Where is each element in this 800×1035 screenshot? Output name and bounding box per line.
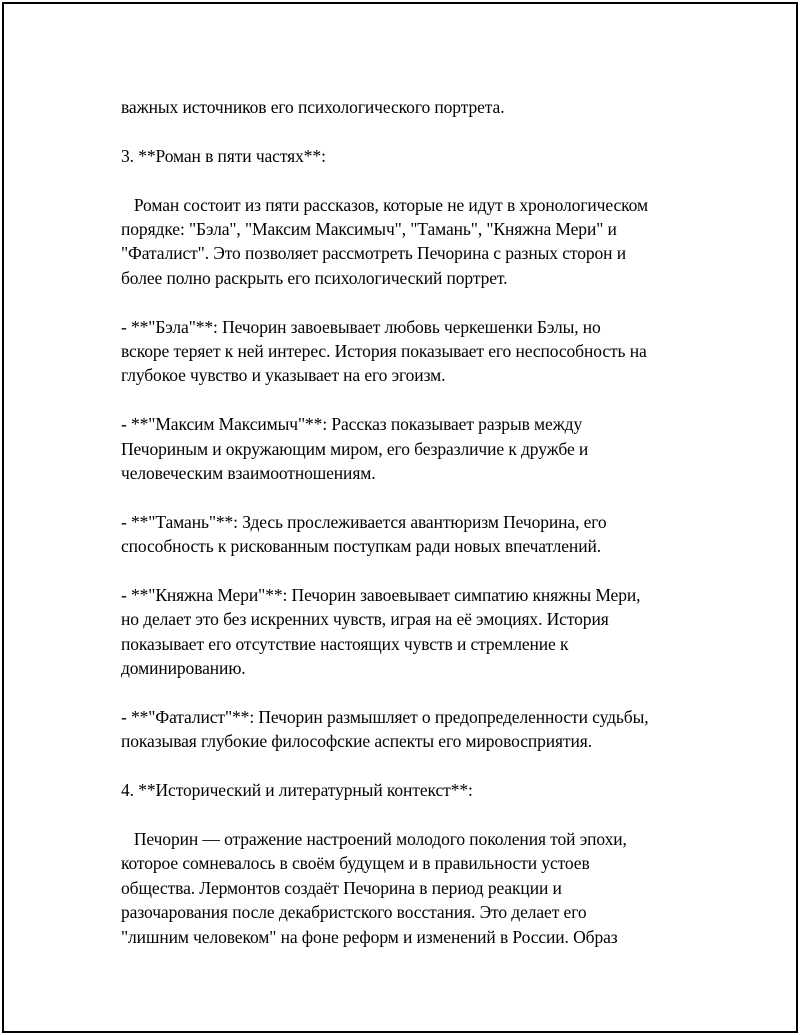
document-body <box>121 95 701 949</box>
paragraph-historical-context: Печорин — отражение настроений молодого поколения той эпохи, которое сомневалось в своём будущем и в правильности устоев общества. Лермонтов создаёт Печорина в период реакции и разочарования после декабристского восстания. Это делает его "лишним человеком" на фоне реформ и изменений в России. Образ <box>121 829 627 947</box>
paragraph-novel-structure: Роман состоит из пяти рассказов, которые не идут в хронологическом порядке: "Бэла", "Максим Максимыч", "Тамань", "Княжна Мери" и "Фаталист". Это позволяет рассмотреть Печорина с разных сторон и более полно раскрыть его психологический портрет. <box>121 194 648 288</box>
list-item-knyazhna-meri: - **"Княжна Мери"**: Печорин завоевывает симпатию княжны Мери, но делает это без искренних чувств, играя на её эмоциях. История показывает его отсутствие настоящих чувств и стремление к доминированию. <box>121 585 641 679</box>
section-heading-historical-context: 4. **Исторический и литературный контекст**: <box>121 780 473 801</box>
document-page <box>2 2 798 1033</box>
section-heading-novel-parts: 3. **Роман в пяти частях**: <box>121 145 326 166</box>
list-item-fatalist: - **"Фаталист"**: Печорин размышляет о предопределенности судьбы, показывая глубокие философские аспекты его мировосприятия. <box>121 707 649 752</box>
list-item-bela: - **"Бэла"**: Печорин завоевывает любовь черкешенки Бэлы, но вскоре теряет к ней интерес. История показывает его неспособность на глубокое чувство и указывает на его эгоизм. <box>121 316 647 386</box>
paragraph-intro-tail: важных источников его психологического портрета. <box>121 97 505 117</box>
list-item-taman: - **"Тамань"**: Здесь прослеживается авантюризм Печорина, его способность к рискованным поступкам ради новых впечатлений. <box>121 511 607 557</box>
list-item-maksim-maksimych: - **"Максим Максимыч"**: Рассказ показывает разрыв между Печориным и окружающим миром, его безразличие к дружбе и человеческим взаимоотношениям. <box>121 414 589 484</box>
